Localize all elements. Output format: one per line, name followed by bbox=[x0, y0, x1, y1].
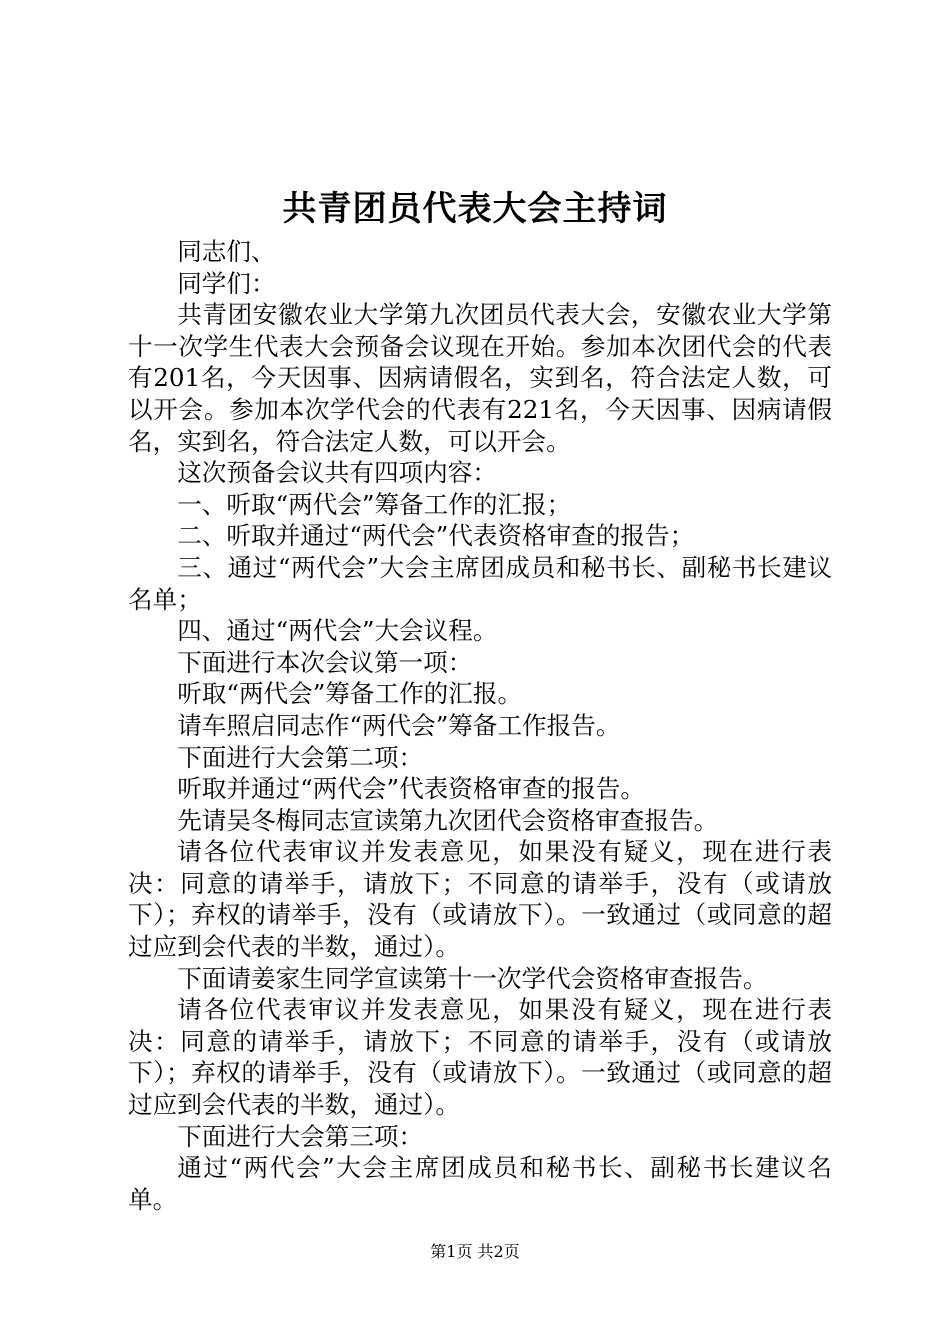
paragraph: 同学们： bbox=[177, 268, 276, 298]
paragraph: 听取“两代会”筹备工作的汇报。 bbox=[177, 679, 523, 709]
paragraph: 三、通过“两代会”大会主席团成员和秘书长、副秘书长建议名单； bbox=[128, 552, 832, 614]
paragraph: 一、听取“两代会”筹备工作的汇报； bbox=[177, 489, 572, 519]
paragraph: 这次预备会议共有四项内容： bbox=[177, 458, 497, 488]
paragraph: 二、听取并通过“两代会”代表资格审查的报告； bbox=[177, 521, 695, 551]
paragraph: 请各位代表审议并发表意见，如果没有疑义，现在进行表决：同意的请举手，请放下；不同意的请举手，没有（或请放下）；弃权的请举手，没有（或请放下）。一致通过（或同意的超过应到会代表的半数，通过）。 bbox=[128, 837, 832, 962]
paragraph: 请车照启同志作“两代会”筹备工作报告。 bbox=[177, 710, 621, 740]
paragraph: 先请吴冬梅同志宣读第九次团代会资格审查报告。 bbox=[177, 805, 719, 835]
page-footer: 第1页 共2页 bbox=[430, 1242, 520, 1261]
paragraph: 四、通过“两代会”大会议程。 bbox=[177, 616, 498, 646]
paragraph: 共青团安徽农业大学第九次团员代表大会，安徽农业大学第十一次学生代表大会预备会议现在开始。参加本次团代会的代表有201名，今天因事、因病请假名，实到名，符合法定人数，可以开会。参加本次学代会的代表有221名，今天因事、因病请假名，实到名，符合法定人数，可以开会。 bbox=[128, 300, 832, 456]
paragraph: 下面进行本次会议第一项： bbox=[177, 647, 473, 677]
document-title: 共青团员代表大会主持词 bbox=[282, 189, 668, 229]
paragraph: 听取并通过“两代会”代表资格审查的报告。 bbox=[177, 774, 646, 804]
document-body bbox=[128, 236, 832, 1215]
paragraph: 请各位代表审议并发表意见，如果没有疑义，现在进行表决：同意的请举手，请放下；不同意的请举手，没有（或请放下）；弃权的请举手，没有（或请放下）。一致通过（或同意的超过应到会代表的半数，通过）。 bbox=[128, 995, 832, 1120]
paragraph: 下面请姜家生同学宣读第十一次学代会资格审查报告。 bbox=[177, 963, 768, 993]
paragraph: 下面进行大会第二项： bbox=[177, 742, 424, 772]
paragraph: 同志们、 bbox=[177, 237, 276, 266]
paragraph: 下面进行大会第三项： bbox=[177, 1121, 424, 1151]
paragraph: 通过“两代会”大会主席团成员和秘书长、副秘书长建议名单。 bbox=[128, 1153, 832, 1214]
